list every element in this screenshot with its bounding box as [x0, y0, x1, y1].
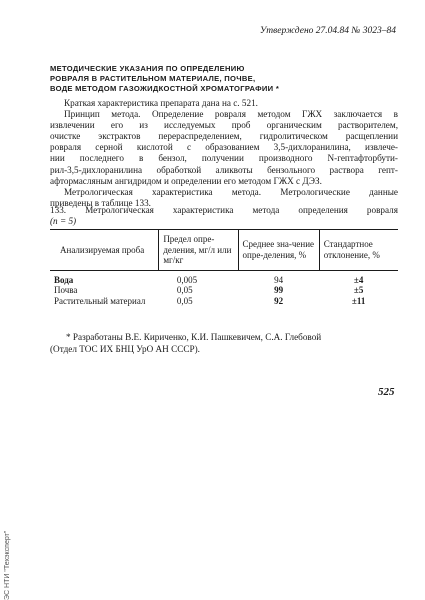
metrology-table [50, 229, 398, 306]
table-row [50, 270, 398, 285]
cell-limit: 0,005 [176, 274, 198, 285]
text-line: рил-3,5-дихлоранилина обработкой аликвоты бензольного раствора гепт- [50, 164, 398, 175]
cell-sample: Вода [54, 274, 74, 285]
text-line: очистке экстрактов перераспределением, гидролитическом расщеплении [50, 131, 398, 142]
cell-mean: 94 [274, 274, 284, 285]
document-title [50, 64, 390, 94]
cell-sample: Почва [54, 285, 78, 295]
title-line: РОВРАЛЯ В РАСТИТЕЛЬНОМ МАТЕРИАЛЕ, ПОЧВЕ, [50, 74, 256, 83]
cell-sd: ±11 [351, 295, 366, 306]
cell-mean: 99 [274, 285, 284, 295]
text-line: афтормасляным ангидридом и определении его методом ГЖХ с ДЭЗ. [50, 175, 322, 186]
paragraph-principle [50, 109, 398, 187]
text-line: Принцип метода. Определение ровраля методом ГЖХ заключается в [64, 109, 398, 120]
text-line: извлечении его из исследуемых проб органическим растворителем, [50, 120, 398, 131]
side-stamp: ЭС НТИ "Техэксперт" [4, 530, 11, 600]
cell-limit: 0,05 [176, 285, 193, 295]
body-text [50, 98, 398, 209]
table-header-row [50, 230, 398, 271]
cell-sample: Растительный материал [54, 295, 146, 306]
cell-limit: 0,05 [176, 295, 193, 306]
table-caption-n: (n = 5) [50, 216, 77, 226]
text-line: приведены в таблице 133. [50, 197, 151, 208]
page-number: 525 [378, 386, 395, 398]
approval-line: Утверждено 27.04.84 № 3023–84 [259, 26, 396, 36]
cell-sd: ±5 [353, 285, 364, 295]
header-sample: Анализируемая проба [50, 230, 159, 271]
table-caption [50, 205, 398, 227]
text-line: нии последнего в бензол, получении производного N-гептафторбути- [50, 153, 398, 164]
title-line: ВОДЕ МЕТОДОМ ГАЗОЖИДКОСТНОЙ ХРОМАТОГРАФИИ * [50, 84, 280, 93]
table-row [50, 296, 398, 307]
footnote-line: * Разработаны В.Е. Кириченко, К.И. Пашкевичем, С.А. Глебовой [66, 332, 322, 342]
footnote [50, 331, 370, 355]
metrology-table-wrap [50, 229, 398, 306]
table-row [50, 285, 398, 296]
text-line: ровраля серной кислотой с образованием 3,5-дихлоранилина, извлече- [50, 142, 398, 153]
header-mean: Среднее зна-чение опре-деления, % [238, 230, 319, 271]
cell-sd: ±4 [353, 274, 364, 285]
footnote-line: (Отдел ТОС ИХ БНЦ УрО АН СССР). [50, 344, 200, 354]
header-sd: Стандартное отклонение, % [319, 230, 398, 271]
header-limit: Предел опре-деления, мг/л или мг/кг [159, 230, 238, 271]
cell-mean: 92 [274, 295, 284, 306]
table-caption-title: 133. Метрологическая характеристика метода определения ровраля [50, 205, 398, 215]
title-line: МЕТОДИЧЕСКИЕ УКАЗАНИЯ ПО ОПРЕДЕЛЕНИЮ [50, 64, 245, 73]
text-line: Метрологическая характеристика метода. Метрологические данные [64, 186, 398, 197]
paragraph-summary: Краткая характеристика препарата дана на с. 521. [64, 98, 258, 108]
